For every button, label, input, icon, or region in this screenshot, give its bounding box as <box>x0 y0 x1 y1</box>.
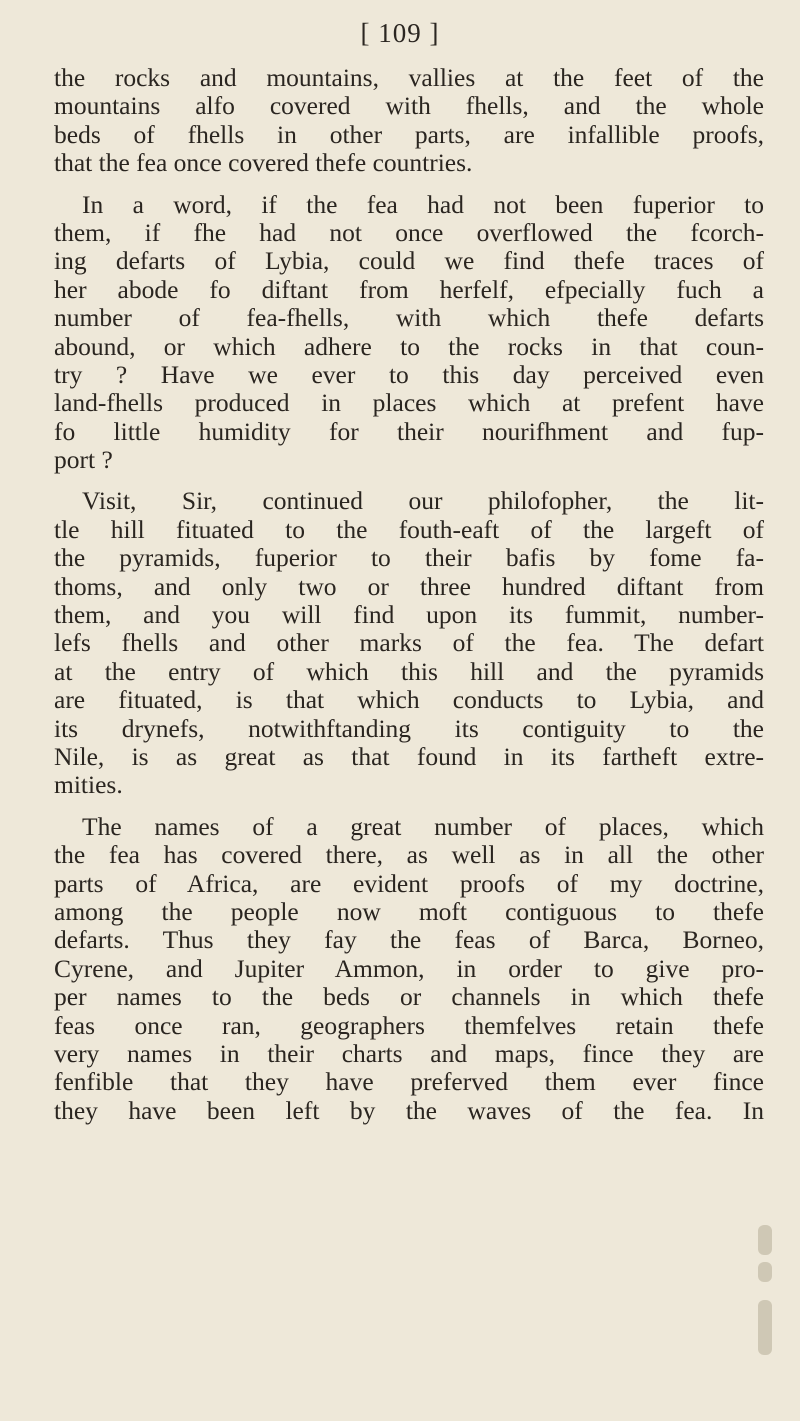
text-line: her abode fo diftant from herfelf, efpecially fuch a <box>54 274 764 304</box>
text-line: lefs fhells and other marks of the fea. The defart <box>54 628 764 658</box>
text-line: In a word, if the fea had not been fuperior to <box>82 189 764 219</box>
text-line: mountains alfo covered with fhells, and the whole <box>54 91 764 121</box>
text-line: Visit, Sir, continued our philofopher, the lit- <box>82 486 764 516</box>
text-line: fo little humidity for their nourifhment and fup- <box>54 416 764 446</box>
text-line: ing defarts of Lybia, could we find thefe traces of <box>54 246 764 276</box>
text-line: parts of Africa, are evident proofs of my doctrine, <box>54 868 764 898</box>
page-edge-stain <box>758 1262 772 1282</box>
text-line: Cyrene, and Jupiter Ammon, in order to give pro- <box>54 953 764 983</box>
text-line: Nile, is as great as that found in its fartheft extre- <box>54 741 764 771</box>
text-line: the pyramids, fuperior to their bafis by fome fa- <box>54 543 764 573</box>
text-line: that the fea once covered thefe countries. <box>54 148 473 178</box>
text-line: its drynefs, notwithftanding its contiguity to the <box>54 713 764 743</box>
text-line: they have been left by the waves of the fea. In <box>54 1095 764 1125</box>
text-line: land-fhells produced in places which at prefent have <box>54 388 764 418</box>
text-line: them, if fhe had not once overflowed the fcorch- <box>54 217 764 247</box>
text-line: abound, or which adhere to the rocks in that coun- <box>54 331 764 361</box>
text-line: The names of a great number of places, which <box>82 811 764 841</box>
text-line: the rocks and mountains, vallies at the feet of the <box>54 63 764 92</box>
text-line: number of fea-fhells, with which thefe defarts <box>54 303 764 333</box>
text-line: defarts. Thus they fay the feas of Barca, Borneo, <box>54 925 764 955</box>
text-line: fenfible that they have preferved them ever fince <box>54 1067 764 1097</box>
text-line: thoms, and only two or three hundred diftant from <box>54 571 764 601</box>
page-number: [ 109 ] <box>360 18 440 48</box>
text-line: tle hill fituated to the fouth-eaft of the largeft of <box>54 514 764 544</box>
page-edge-stain <box>758 1225 772 1255</box>
text-line: at the entry of which this hill and the pyramids <box>54 656 764 686</box>
text-line: port ? <box>54 445 113 475</box>
text-line: very names in their charts and maps, fince they are <box>54 1038 764 1068</box>
page-edge-stain <box>758 1300 772 1355</box>
text-line: are fituated, is that which conducts to Lybia, and <box>54 685 764 715</box>
text-line: the fea has covered there, as well as in all the other <box>54 840 764 870</box>
text-line: among the people now moft contiguous to thefe <box>54 896 764 926</box>
text-line: beds of fhells in other parts, are infallible proofs, <box>54 119 764 149</box>
paragraph-gap <box>54 800 764 813</box>
text-line: them, and you will find upon its fummit, number- <box>54 600 764 630</box>
paragraph-gap <box>54 178 764 191</box>
body-text <box>54 64 764 1125</box>
text-line: per names to the beds or channels in which thefe <box>54 982 764 1012</box>
text-line: try ? Have we ever to this day perceived even <box>54 359 764 389</box>
text-line: feas once ran, geographers themfelves retain thefe <box>54 1010 764 1040</box>
text-line: mities. <box>54 770 123 800</box>
